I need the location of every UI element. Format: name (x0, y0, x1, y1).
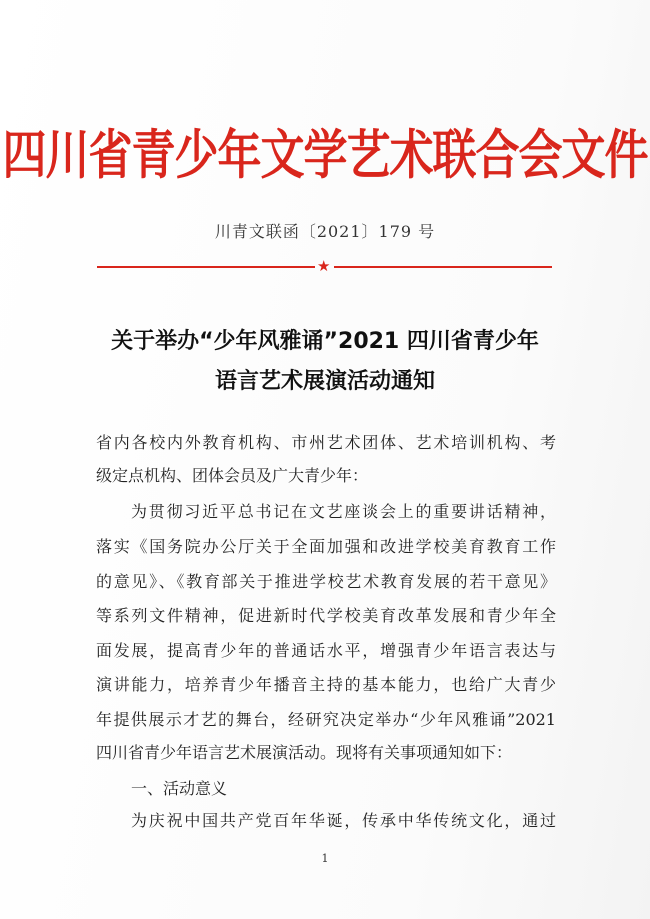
org-header-title: 四川省青少年文学艺术联合会文件 (2, 124, 648, 186)
addressee-line1: 省内各校内外教育机构、市州艺术团体、艺术培训机构、考 (96, 433, 556, 452)
paragraph-line: 的意见》、《教育部关于推进学校艺术教育发展的若干意见》 (96, 572, 556, 591)
paragraph-line: 面发展，提高青少年的普通话水平，增强青少年语言表达与 (96, 641, 556, 660)
paragraph-line: 年提供展示才艺的舞台，经研究决定举办“少年风雅诵”2021 (96, 710, 556, 729)
red-divider-right (334, 266, 552, 268)
addressee-line2: 级定点机构、团体会员及广大青少年： (96, 466, 369, 485)
paragraph-line: 四川省青少年语言艺术展演活动。现将有关事项通知如下： (96, 743, 513, 762)
section-heading: 一、活动意义 (131, 779, 228, 798)
document-number: 川青文联函〔2021〕179 号 (214, 222, 436, 241)
paragraph-line: 为庆祝中国共产党百年华诞，传承中华传统文化，通过 (131, 811, 556, 830)
paragraph-line: 为贯彻习近平总书记在文艺座谈会上的重要讲话精神， (131, 502, 556, 521)
paragraph-line: 演讲能力，培养青少年播音主持的基本能力，也给广大青少 (96, 675, 556, 694)
paragraph-line: 落实《国务院办公厅关于全面加强和改进学校美育教育工作 (96, 537, 556, 556)
notice-title-line2: 语言艺术展演活动通知 (214, 369, 435, 394)
notice-title-line1: 关于举办“少年风雅诵”2021 四川省青少年 (111, 329, 539, 354)
paragraph-line: 等系列文件精神，促进新时代学校美育改革发展和青少年全 (96, 606, 556, 625)
red-divider-left (97, 266, 315, 268)
page-number: 1 (321, 852, 329, 865)
star-icon: ★ (317, 257, 331, 275)
